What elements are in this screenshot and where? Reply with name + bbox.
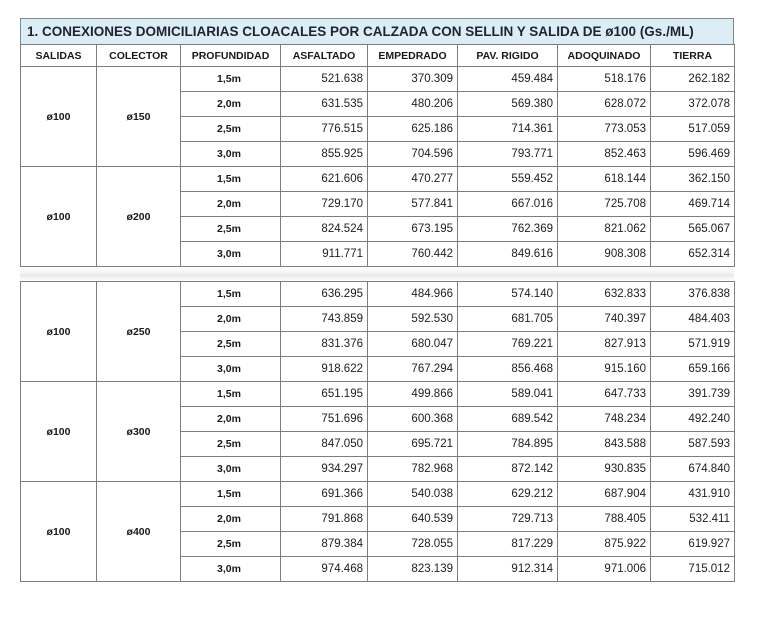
price-cell: 704.596: [368, 142, 458, 167]
table-section: [21, 282, 735, 582]
price-cell: 695.721: [368, 432, 458, 457]
price-cell: 879.384: [281, 532, 368, 557]
price-cell: 518.176: [558, 67, 651, 92]
depth-cell: 1,5m: [181, 282, 281, 307]
price-cell: 782.968: [368, 457, 458, 482]
price-cell: 480.206: [368, 92, 458, 117]
price-cell: 793.771: [458, 142, 558, 167]
price-cell: 569.380: [458, 92, 558, 117]
salida-cell: ø100: [21, 167, 97, 267]
price-cell: 823.139: [368, 557, 458, 582]
header-row: [21, 45, 735, 67]
table-section: [21, 67, 735, 267]
price-cell: 621.606: [281, 167, 368, 192]
price-cell: 715.012: [651, 557, 735, 582]
price-cell: 856.468: [458, 357, 558, 382]
salida-cell: ø100: [21, 382, 97, 482]
header-colector: COLECTOR: [97, 45, 181, 67]
depth-cell: 2,0m: [181, 407, 281, 432]
price-cell: 484.966: [368, 282, 458, 307]
depth-cell: 3,0m: [181, 242, 281, 267]
price-cell: 391.739: [651, 382, 735, 407]
table-title: 1. CONEXIONES DOMICILIARIAS CLOACALES POR CALZADA CON SELLIN Y SALIDA DE ø100 (Gs./ML): [20, 18, 734, 44]
price-cell: 872.142: [458, 457, 558, 482]
price-cell: 574.140: [458, 282, 558, 307]
price-cell: 370.309: [368, 67, 458, 92]
price-cell: 821.062: [558, 217, 651, 242]
header-asfaltado: ASFALTADO: [281, 45, 368, 67]
price-cell: 651.195: [281, 382, 368, 407]
price-cell: 559.452: [458, 167, 558, 192]
depth-cell: 2,5m: [181, 217, 281, 242]
colector-cell: ø150: [97, 67, 181, 167]
depth-cell: 2,5m: [181, 332, 281, 357]
price-cell: 855.925: [281, 142, 368, 167]
price-cell: 751.696: [281, 407, 368, 432]
price-cell: 629.212: [458, 482, 558, 507]
table-row: [21, 167, 735, 192]
depth-cell: 3,0m: [181, 457, 281, 482]
price-cell: 592.530: [368, 307, 458, 332]
price-cell: 971.006: [558, 557, 651, 582]
colector-cell: ø400: [97, 482, 181, 582]
price-cell: 470.277: [368, 167, 458, 192]
price-cell: 728.055: [368, 532, 458, 557]
colector-cell: ø200: [97, 167, 181, 267]
price-cell: 743.859: [281, 307, 368, 332]
depth-cell: 2,0m: [181, 507, 281, 532]
price-sheet: [20, 18, 734, 582]
price-cell: 847.050: [281, 432, 368, 457]
price-cell: 673.195: [368, 217, 458, 242]
price-cell: 521.638: [281, 67, 368, 92]
price-cell: 674.840: [651, 457, 735, 482]
price-cell: 517.059: [651, 117, 735, 142]
price-cell: 577.841: [368, 192, 458, 217]
price-cell: 532.411: [651, 507, 735, 532]
price-cell: 431.910: [651, 482, 735, 507]
price-cell: 911.771: [281, 242, 368, 267]
price-cell: 647.733: [558, 382, 651, 407]
price-cell: 691.366: [281, 482, 368, 507]
price-cell: 262.182: [651, 67, 735, 92]
price-cell: 459.484: [458, 67, 558, 92]
price-cell: 628.072: [558, 92, 651, 117]
price-cell: 565.067: [651, 217, 735, 242]
table-row: [21, 382, 735, 407]
depth-cell: 2,0m: [181, 192, 281, 217]
price-cell: 499.866: [368, 382, 458, 407]
price-cell: 788.405: [558, 507, 651, 532]
price-cell: 849.616: [458, 242, 558, 267]
depth-cell: 2,0m: [181, 307, 281, 332]
table-row: [21, 282, 735, 307]
header-salidas: SALIDAS: [21, 45, 97, 67]
depth-cell: 2,0m: [181, 92, 281, 117]
price-cell: 776.515: [281, 117, 368, 142]
price-cell: 827.913: [558, 332, 651, 357]
depth-cell: 2,5m: [181, 532, 281, 557]
price-cell: 632.833: [558, 282, 651, 307]
price-cell: 687.904: [558, 482, 651, 507]
price-cell: 934.297: [281, 457, 368, 482]
price-cell: 767.294: [368, 357, 458, 382]
price-cell: 540.038: [368, 482, 458, 507]
price-cell: 817.229: [458, 532, 558, 557]
price-cell: 824.524: [281, 217, 368, 242]
depth-cell: 2,5m: [181, 432, 281, 457]
price-cell: 681.705: [458, 307, 558, 332]
depth-cell: 1,5m: [181, 382, 281, 407]
price-cell: 636.295: [281, 282, 368, 307]
price-cell: 587.593: [651, 432, 735, 457]
price-cell: 571.919: [651, 332, 735, 357]
price-cell: 600.368: [368, 407, 458, 432]
price-cell: 372.078: [651, 92, 735, 117]
price-cell: 725.708: [558, 192, 651, 217]
price-cell: 729.713: [458, 507, 558, 532]
depth-cell: 1,5m: [181, 67, 281, 92]
depth-cell: 1,5m: [181, 482, 281, 507]
price-cell: 762.369: [458, 217, 558, 242]
price-cell: 740.397: [558, 307, 651, 332]
header-empedrado: EMPEDRADO: [368, 45, 458, 67]
header-adoquinado: ADOQUINADO: [558, 45, 651, 67]
price-cell: 729.170: [281, 192, 368, 217]
depth-cell: 1,5m: [181, 167, 281, 192]
depth-cell: 3,0m: [181, 142, 281, 167]
price-cell: 908.308: [558, 242, 651, 267]
price-cell: 773.053: [558, 117, 651, 142]
price-cell: 469.714: [651, 192, 735, 217]
price-table-top: [20, 44, 735, 267]
price-cell: 748.234: [558, 407, 651, 432]
price-cell: 852.463: [558, 142, 651, 167]
price-cell: 714.361: [458, 117, 558, 142]
table-row: [21, 482, 735, 507]
depth-cell: 3,0m: [181, 557, 281, 582]
price-cell: 915.160: [558, 357, 651, 382]
salida-cell: ø100: [21, 482, 97, 582]
salida-cell: ø100: [21, 282, 97, 382]
price-cell: 760.442: [368, 242, 458, 267]
price-cell: 843.588: [558, 432, 651, 457]
price-cell: 652.314: [651, 242, 735, 267]
price-cell: 589.041: [458, 382, 558, 407]
price-cell: 791.868: [281, 507, 368, 532]
price-cell: 618.144: [558, 167, 651, 192]
depth-cell: 3,0m: [181, 357, 281, 382]
price-cell: 376.838: [651, 282, 735, 307]
price-table-bottom: [20, 281, 735, 582]
price-cell: 596.469: [651, 142, 735, 167]
price-cell: 912.314: [458, 557, 558, 582]
header-pav-rigido: PAV. RIGIDO: [458, 45, 558, 67]
header-tierra: TIERRA: [651, 45, 735, 67]
colector-cell: ø300: [97, 382, 181, 482]
price-cell: 769.221: [458, 332, 558, 357]
header-profundidad: PROFUNDIDAD: [181, 45, 281, 67]
depth-cell: 2,5m: [181, 117, 281, 142]
price-cell: 640.539: [368, 507, 458, 532]
salida-cell: ø100: [21, 67, 97, 167]
price-cell: 875.922: [558, 532, 651, 557]
price-cell: 831.376: [281, 332, 368, 357]
price-cell: 680.047: [368, 332, 458, 357]
price-cell: 930.835: [558, 457, 651, 482]
price-cell: 974.468: [281, 557, 368, 582]
price-cell: 362.150: [651, 167, 735, 192]
price-cell: 659.166: [651, 357, 735, 382]
price-cell: 631.535: [281, 92, 368, 117]
colector-cell: ø250: [97, 282, 181, 382]
price-cell: 492.240: [651, 407, 735, 432]
price-cell: 784.895: [458, 432, 558, 457]
price-cell: 619.927: [651, 532, 735, 557]
price-cell: 918.622: [281, 357, 368, 382]
price-cell: 625.186: [368, 117, 458, 142]
price-cell: 484.403: [651, 307, 735, 332]
page-gap: [20, 267, 734, 281]
price-cell: 689.542: [458, 407, 558, 432]
table-row: [21, 67, 735, 92]
price-cell: 667.016: [458, 192, 558, 217]
